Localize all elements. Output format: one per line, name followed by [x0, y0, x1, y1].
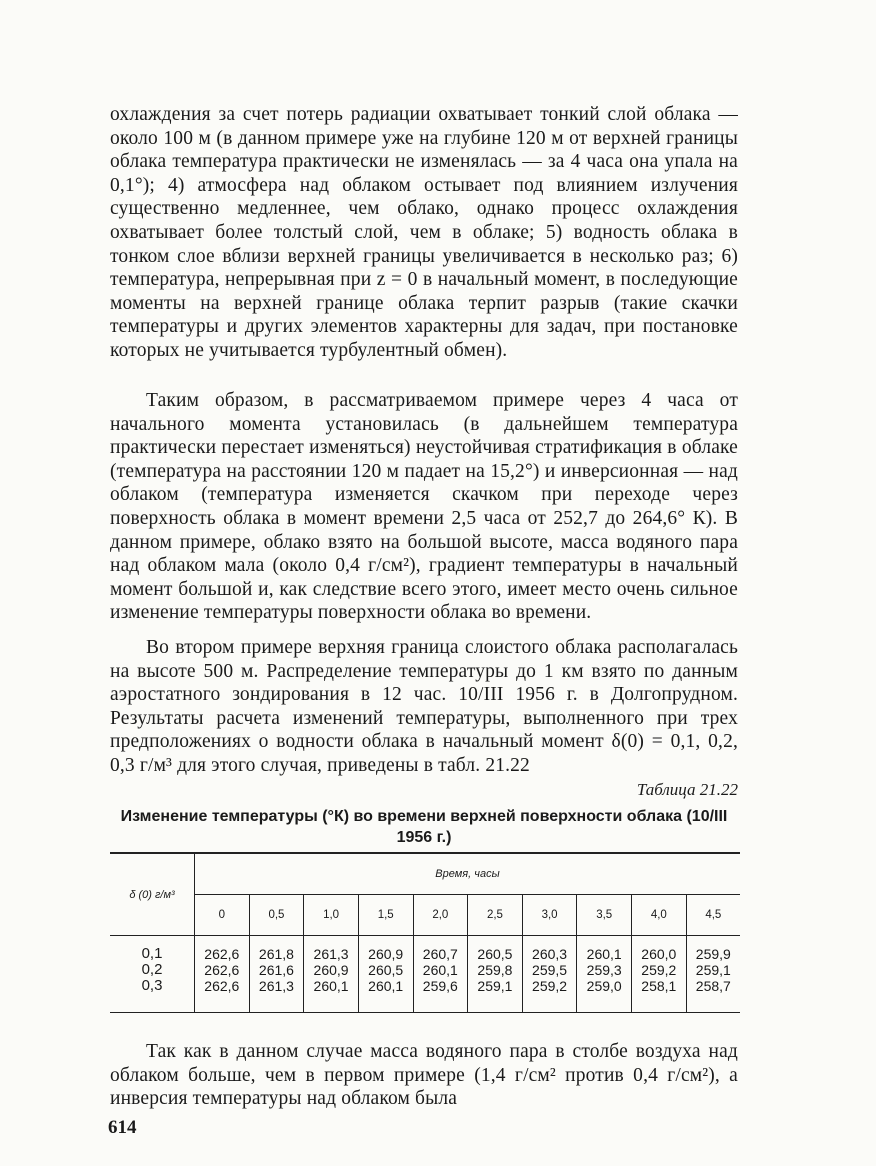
column-cell	[632, 936, 687, 1013]
page-number: 614	[108, 1117, 137, 1138]
row-label: 0,2	[141, 961, 163, 978]
row-label: 0,3	[141, 977, 163, 994]
table-cell: 260,0	[641, 946, 677, 962]
temperature-table	[110, 852, 740, 1013]
table-cell: 260,1	[422, 962, 458, 978]
column-header: 0	[195, 895, 250, 936]
table-title: Изменение температуры (°К) во времени верхней поверхности облака (10/III 1956 г.)	[120, 808, 728, 846]
table-cell: 259,3	[586, 962, 622, 978]
table-cell: 260,7	[422, 946, 458, 962]
table-cell: 260,5	[368, 962, 404, 978]
table-cell: 260,9	[368, 946, 404, 962]
column-cell	[249, 936, 304, 1013]
table-cell: 262,6	[204, 946, 240, 962]
table-cell: 260,9	[313, 962, 349, 978]
paragraph-3: Во втором примере верхняя граница слоистого облака располагалась на высоте 500 м. Распределение температуры до 1 км взято по данным аэростатного зондирования в 12 час. 10/III 1956 г. в Долгопрудном. Результаты расчета изменений температуры, выполненного при трех предположениях о водности облака в начальный момент δ(0) = 0,1, 0,2, 0,3 г/м³ для этого случая, приведены в табл. 21.22	[110, 637, 738, 776]
column-cell	[304, 936, 359, 1013]
column-cell	[358, 936, 413, 1013]
column-cell	[577, 936, 632, 1013]
table-cell: 259,9	[695, 946, 731, 962]
column-header: 0,5	[249, 895, 304, 936]
table-cell: 261,8	[258, 946, 294, 962]
time-group-header: Время, часы	[195, 853, 741, 895]
table-cell: 259,1	[477, 978, 513, 994]
paragraph-4: Так как в данном случае масса водяного пара в столбе воздуха над облаком больше, чем в первом примере (1,4 г/см² против 0,4 г/см²), а инверсия температуры над облаком была	[110, 1041, 738, 1110]
table-cell: 260,1	[368, 978, 404, 994]
table-cell: 259,2	[532, 978, 568, 994]
table-body-row	[110, 936, 740, 1013]
table-cell: 260,3	[532, 946, 568, 962]
row-header: δ (0) г/м³	[110, 853, 195, 936]
column-header: 3,0	[522, 895, 577, 936]
column-header: 1,0	[304, 895, 359, 936]
column-header: 3,5	[577, 895, 632, 936]
table-cell: 259,0	[586, 978, 622, 994]
table-cell: 259,6	[422, 978, 458, 994]
table-cell: 259,1	[695, 962, 731, 978]
column-cell	[468, 936, 523, 1013]
table-cell: 261,6	[258, 962, 294, 978]
column-header: 2,5	[468, 895, 523, 936]
table-cell: 260,5	[477, 946, 513, 962]
table-cell: 259,8	[477, 962, 513, 978]
table-cell: 260,1	[586, 946, 622, 962]
paragraph-1: охлаждения за счет потерь радиации охватывает тонкий слой облака — около 100 м (в данном примере уже на глубине 120 м от верхней границы облака температура практически не изменялась — за 4 часа она упала на 0,1°); 4) атмосфера над облаком остывает под влиянием излучения существенно медленнее, чем облако, однако процесс охлаждения охватывает более толстый слой, чем в облаке; 5) водность облака в тонком слое вблизи верхней границы увеличивается в несколько раз; 6) температура, непрерывная при z = 0 в начальный момент, в последующие моменты на верхней границе облака терпит разрыв (такие скачки температуры и других элементов характерны для задач, при постановке которых не учитывается турбулентный обмен).	[110, 104, 738, 361]
row-labels-cell	[110, 936, 195, 1013]
paragraph-2: Таким образом, в рассматриваемом примере через 4 часа от начального момента установилась (в дальнейшем температура практически перестает изменяться) неустойчивая стратификация в облаке (температура на расстоянии 120 м падает на 15,2°) и инверсионная — над облаком (температура изменяется скачком при переходе через поверхность облака в момент времени 2,5 часа от 252,7 до 264,6° К). В данном примере, облако взято на большой высоте, масса водяного пара над облаком мала (около 0,4 г/см²), градиент температуры в начальный момент большой и, как следствие всего этого, имеет место очень сильное изменение температуры поверхности облака во времени.	[110, 390, 738, 624]
column-cell	[413, 936, 468, 1013]
column-header: 4,0	[632, 895, 687, 936]
column-cell	[522, 936, 577, 1013]
column-header: 4,5	[686, 895, 740, 936]
column-header: 2,0	[413, 895, 468, 936]
table-cell: 260,1	[313, 978, 349, 994]
column-cell	[195, 936, 250, 1013]
table-cell: 262,6	[204, 962, 240, 978]
table-number: Таблица 21.22	[636, 780, 738, 799]
table-cell: 259,2	[641, 962, 677, 978]
table-cell: 261,3	[313, 946, 349, 962]
table-cell: 262,6	[204, 978, 240, 994]
row-label: 0,1	[141, 945, 163, 962]
table-cell: 258,1	[641, 978, 677, 994]
table-cell: 258,7	[695, 978, 731, 994]
column-header: 1,5	[358, 895, 413, 936]
column-cell	[686, 936, 740, 1013]
table-cell: 261,3	[258, 978, 294, 994]
table-cell: 259,5	[532, 962, 568, 978]
